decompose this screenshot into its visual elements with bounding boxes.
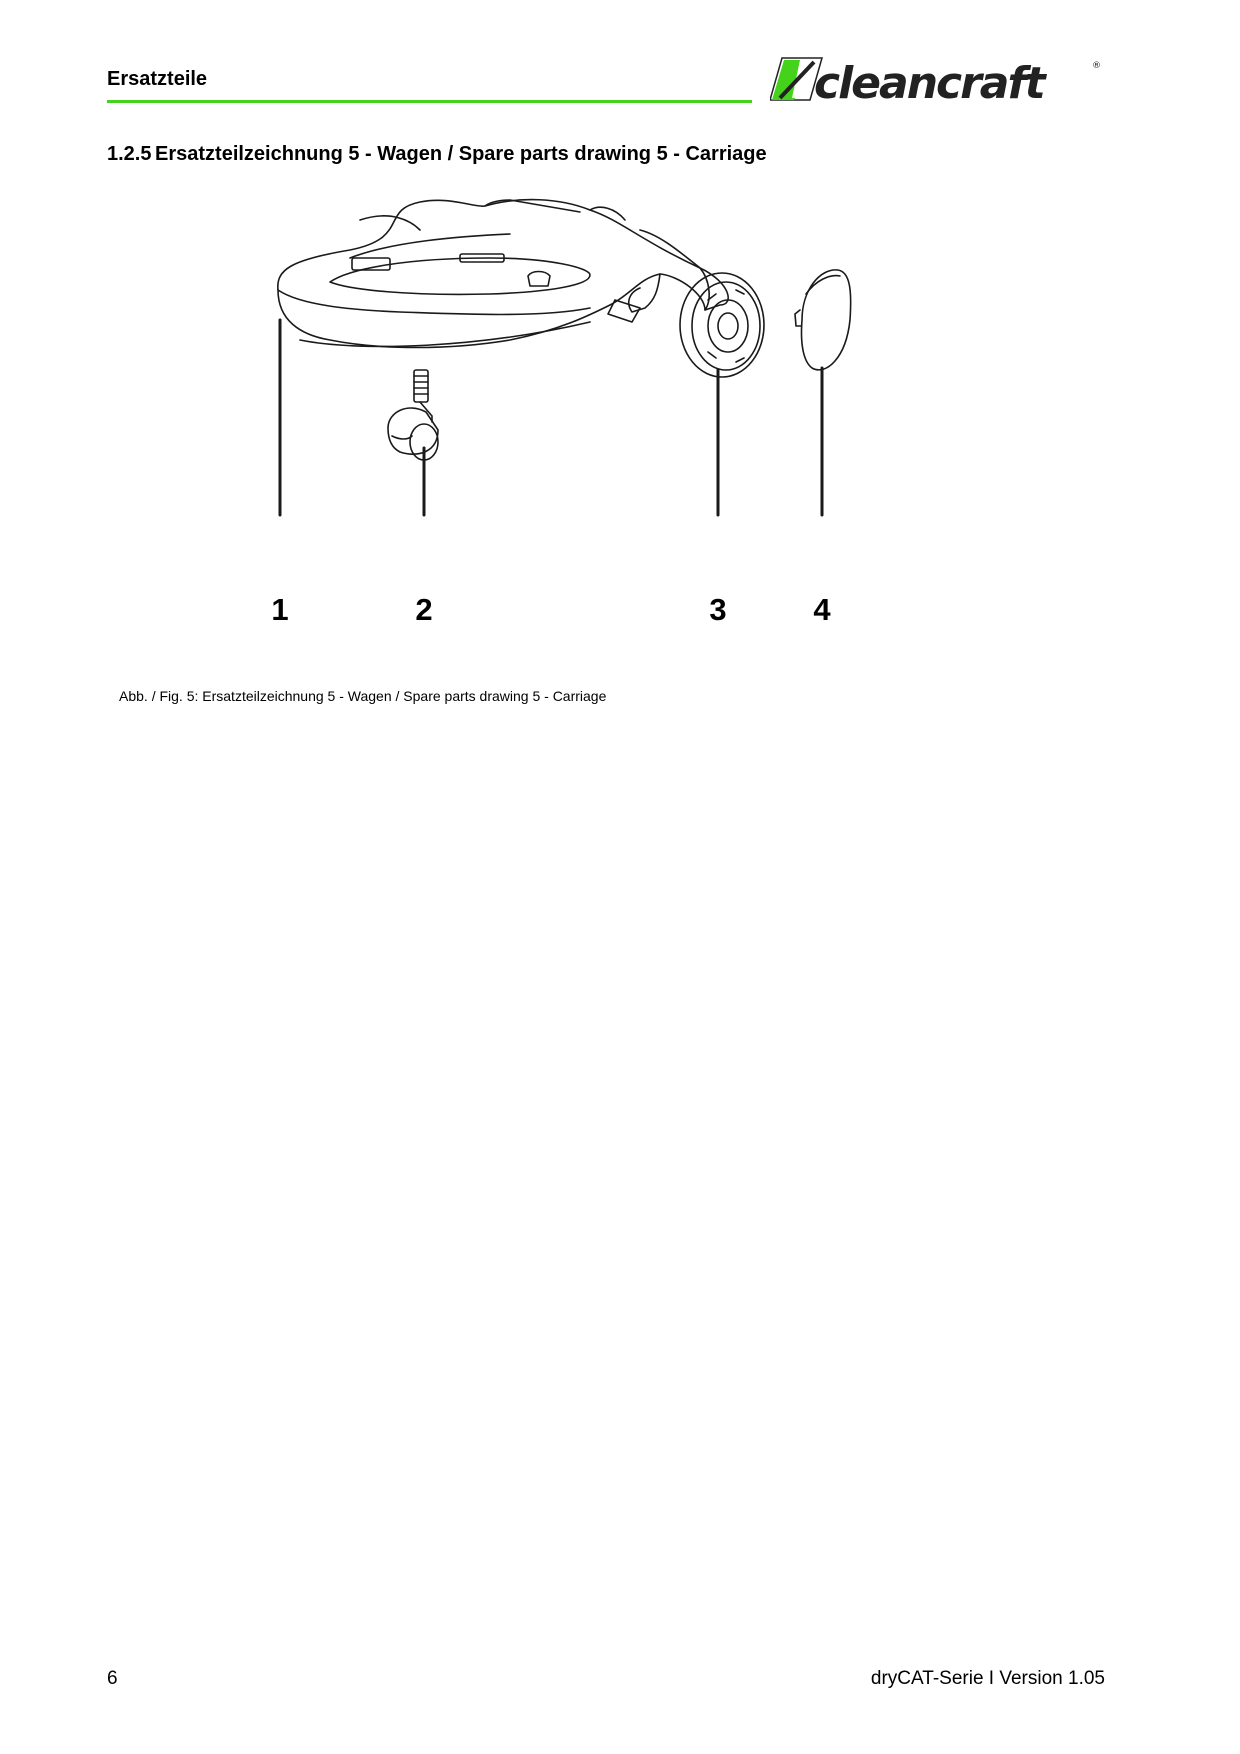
cleancraft-logo xyxy=(770,54,1105,106)
footer-page-number: 6 xyxy=(107,1668,118,1689)
header-rule xyxy=(107,100,752,103)
svg-text:cleancraft: cleancraft xyxy=(814,58,1044,106)
footer-document-version: dryCAT-Serie I Version 1.05 xyxy=(870,1668,1105,1689)
swivel-castor-part xyxy=(388,370,438,460)
section-number: 1.2.5 xyxy=(107,143,152,165)
callout-4: 4 xyxy=(813,592,831,627)
section-heading xyxy=(107,143,767,166)
hub-cap-part xyxy=(795,270,851,370)
callout-1: 1 xyxy=(271,592,289,627)
figure-caption: Abb. / Fig. 5: Ersatzteilzeichnung 5 - Wagen / Spare parts drawing 5 - Carriage xyxy=(119,688,607,704)
wheel-part xyxy=(680,273,764,377)
header-section-title: Ersatzteile xyxy=(107,68,208,90)
callout-2: 2 xyxy=(415,592,433,627)
svg-text:®: ® xyxy=(1092,61,1101,71)
carriage-body-part xyxy=(278,200,728,348)
spare-parts-drawing xyxy=(260,190,980,640)
callout-3: 3 xyxy=(709,592,727,627)
section-heading-text: Ersatzteilzeichnung 5 - Wagen / Spare parts drawing 5 - Carriage xyxy=(155,143,767,165)
